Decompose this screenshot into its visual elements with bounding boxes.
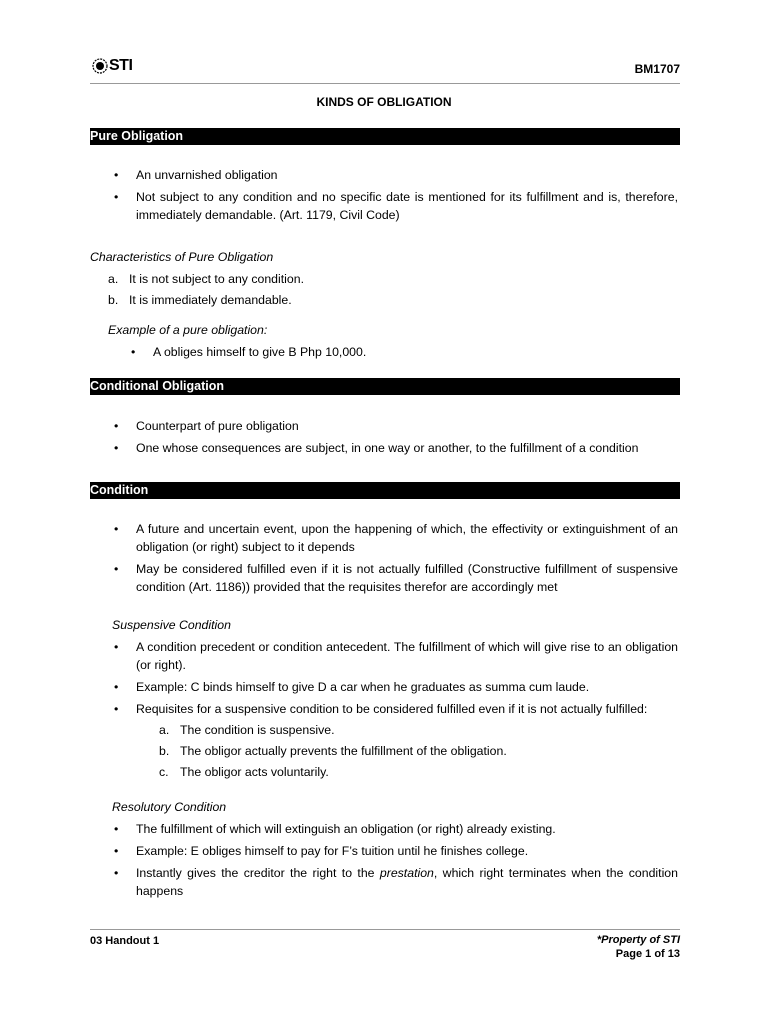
footer-handout-label: 03 Handout 1 <box>90 935 160 947</box>
sti-logo <box>92 55 132 77</box>
section-heading-condition: Condition <box>90 482 680 499</box>
section-heading-pure-obligation: Pure Obligation <box>90 128 680 145</box>
list-item: • One whose consequences are subject, in one way or another, to the fulfillment of a condition <box>118 439 678 457</box>
footer-property-label: *Property of STI <box>596 934 680 946</box>
list-item: • A future and uncertain event, upon the happening of which, the effectivity or extinguishment of an obligation (or right) subject to it depends <box>118 520 678 556</box>
list-item: • Example: C binds himself to give D a car when he graduates as summa cum laude. <box>118 678 678 696</box>
section-heading-conditional-obligation: Conditional Obligation <box>90 378 680 395</box>
subheading-characteristics: Characteristics of Pure Obligation <box>90 250 274 264</box>
subheading-example: Example of a pure obligation: <box>108 323 268 337</box>
list-item: • A obliges himself to give B Php 10,000. <box>135 343 675 361</box>
list-item: • Instantly gives the creditor the right to the prestation, which right terminates when the condition happens <box>118 864 678 900</box>
subheading-resolutory-condition: Resolutory Condition <box>112 800 227 814</box>
document-title: KINDS OF OBLIGATION <box>316 95 452 109</box>
sti-globe-icon <box>92 58 108 74</box>
header-divider <box>90 83 680 84</box>
list-item: • Not subject to any condition and no specific date is mentioned for its fulfillment and is, therefore, immediately demandable. (Art. 1179, Civil Code) <box>118 188 678 224</box>
logo-text: STI <box>109 57 133 74</box>
list-item: • Requisites for a suspensive condition to be considered fulfilled even if it is not actually fulfilled: <box>118 700 678 718</box>
list-item: • May be considered fulfilled even if it is not actually fulfilled (Constructive fulfillment of suspensive condition (Art. 1186)) provided that the requisites therefor are accordingly met <box>118 560 678 596</box>
document-page: STI BM1707 KINDS OF OBLIGATION Pure Obligation • An unvarnished obligation • Not subject to any condition and no specific date is mentioned for its fulfillment and is, therefore, immediately demandable. (Art. 1179, Civil Code) Characteristics of Pure Obligation a. It is not subject to any condition. b. It is immediately demandable. Example of a pure obligation: • A obliges himself to give B Php 10,000. Conditional Obligation • Counterpart of pure obligation • One whose consequences are subject, in one way or another, to the fulfillment of a condition Condition • A future and uncertain event, upon the happening of which, the effectivity or extinguishment of an obligation (or right) subject to it depends • May be considered fulfilled even if it is not actually fulfilled (Constructive fulfillment of suspensive condition (Art. 1186)) provided that the requisites therefor are accordingly met Suspensive Condition • A condition precedent or condition antecedent. The fulfillment of which will give rise to an obligation (or right). • Example: C binds himself to give D a car when he graduates as summa cum laude. • Requisites for a suspensive condition to be considered fulfilled even if it is not actually fulfilled: a. The condition is suspensive. b. The obligor actually prevents the fulfillment of the obligation. c. The obligor acts voluntarily. Resolutory Condition • The fulfillment of which will extinguish an obligation (or right) already existing. • Example: E obliges himself to pay for F’s tuition until he finishes college. • Instantly gives the creditor the right to the prestation, which right terminates when the condition happens 03 Handout 1 *Property of STI Page 1 of 13 <box>0 0 768 1024</box>
list-item: • The fulfillment of which will extinguish an obligation (or right) already existing. <box>118 820 678 838</box>
subheading-suspensive-condition: Suspensive Condition <box>112 618 231 632</box>
footer-divider <box>90 929 680 930</box>
list-item: • Example: E obliges himself to pay for F’s tuition until he finishes college. <box>118 842 678 860</box>
list-item: • A condition precedent or condition antecedent. The fulfillment of which will give rise to an obligation (or right). <box>118 638 678 674</box>
footer-right <box>597 933 680 961</box>
list-item: • An unvarnished obligation <box>118 166 678 184</box>
list-item: • Counterpart of pure obligation <box>118 417 678 435</box>
footer-page-number: Page 1 of 13 <box>615 948 680 960</box>
document-code: BM1707 <box>634 62 680 76</box>
